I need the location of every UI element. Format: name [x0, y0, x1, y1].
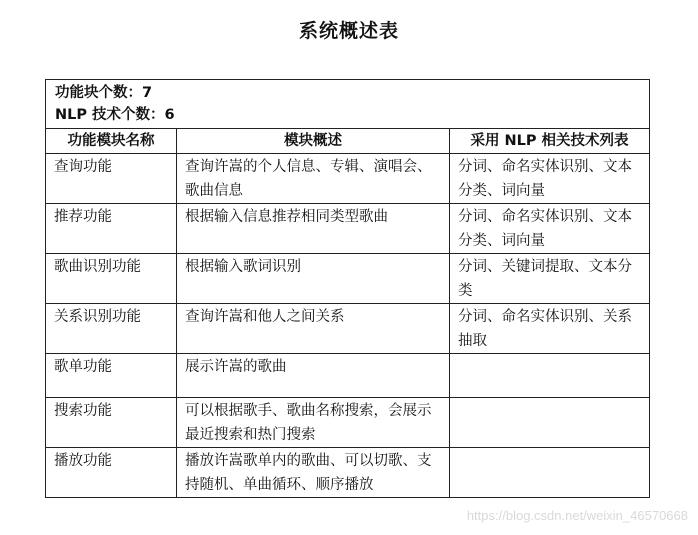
module-tech-cell: 分词、命名实体识别、文本分类、词向量 [450, 154, 650, 204]
module-tech-cell [450, 398, 650, 448]
table-row [46, 204, 650, 254]
nlp-tech-count: NLP 技术个数：6 [55, 107, 175, 123]
module-name-cell: 歌曲识别功能 [46, 254, 177, 304]
table-row [46, 398, 650, 448]
module-name-cell: 搜索功能 [46, 398, 177, 448]
module-desc-cell: 根据输入信息推荐相同类型歌曲 [177, 204, 450, 254]
module-desc-cell: 播放许嵩歌单内的歌曲、可以切歌、支持随机、单曲循环、顺序播放 [177, 448, 450, 498]
page-title: 系统概述表 [298, 20, 399, 42]
module-desc-cell: 查询许嵩和他人之间关系 [177, 304, 450, 354]
module-tech-cell: 分词、关键词提取、文本分类 [450, 254, 650, 304]
module-name-cell: 歌单功能 [46, 354, 177, 398]
module-count: 功能块个数：7 [55, 85, 153, 101]
module-tech-cell [450, 354, 650, 398]
summary-cell [46, 80, 650, 129]
column-header-desc: 模块概述 [177, 129, 450, 154]
module-name-cell: 查询功能 [46, 154, 177, 204]
module-tech-cell: 分词、命名实体识别、文本分类、词向量 [450, 204, 650, 254]
module-desc-cell: 可以根据歌手、歌曲名称搜索，会展示最近搜索和热门搜索 [177, 398, 450, 448]
header-row [46, 129, 650, 154]
module-name-cell: 推荐功能 [46, 204, 177, 254]
table-row [46, 354, 650, 398]
summary-row [46, 80, 650, 129]
watermark: https://blog.csdn.net/weixin_46570668 [466, 508, 688, 523]
table-row [46, 154, 650, 204]
column-header-name: 功能模块名称 [46, 129, 177, 154]
module-desc-cell: 查询许嵩的个人信息、专辑、演唱会、歌曲信息 [177, 154, 450, 204]
module-tech-cell [450, 448, 650, 498]
column-header-tech: 采用 NLP 相关技术列表 [450, 129, 650, 154]
module-name-cell: 播放功能 [46, 448, 177, 498]
module-name-cell: 关系识别功能 [46, 304, 177, 354]
module-desc-cell: 根据输入歌词识别 [177, 254, 450, 304]
module-tech-cell: 分词、命名实体识别、关系抽取 [450, 304, 650, 354]
system-overview-table [45, 79, 650, 498]
table-row [46, 448, 650, 498]
module-desc-cell: 展示许嵩的歌曲 [177, 354, 450, 398]
table-row [46, 304, 650, 354]
table-row [46, 254, 650, 304]
